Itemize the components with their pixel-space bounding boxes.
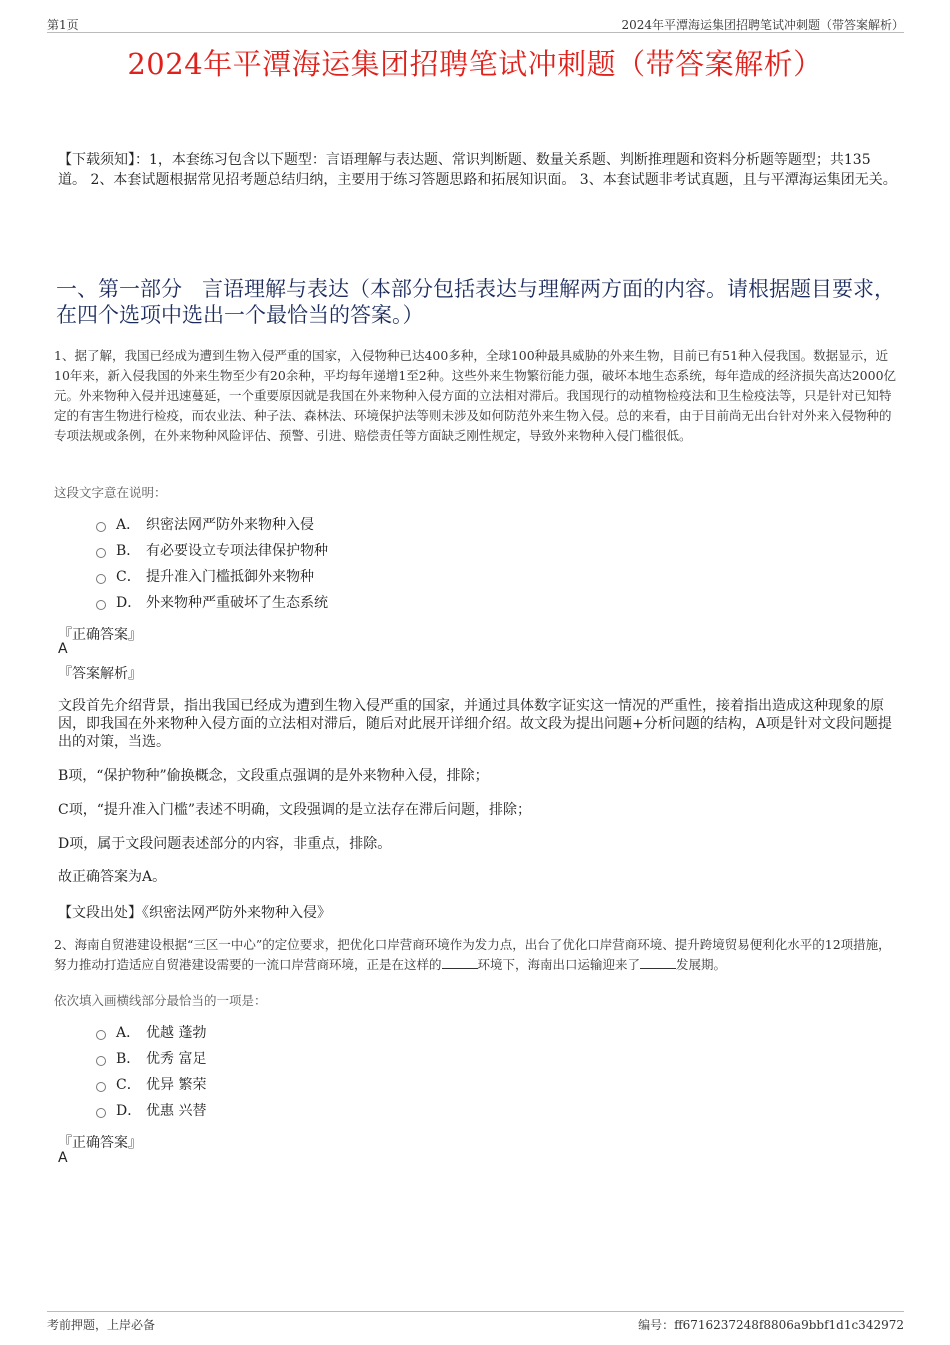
radio-icon[interactable] xyxy=(96,1030,106,1040)
option-a[interactable]: A． 织密法网严防外来物种入侵 xyxy=(96,512,328,538)
option-b[interactable]: B． 优秀 富足 xyxy=(96,1046,206,1072)
download-notice: 【下载须知】：1，本套练习包含以下题型：言语理解与表达题、常识判断题、数量关系题、判断推理题和资料分析题等题型；共135道。 2、本套试题根据常见招考题总结归纳，主要用于练习答题思路和拓展知识面。 3、本套试题非考试真题，且与平潭海运集团无关。 xyxy=(58,152,897,188)
footer-slogan: 考前押题，上岸必备 xyxy=(47,1318,156,1332)
answer-value: A xyxy=(58,641,68,657)
question-2-prompt: 依次填入画横线部分最恰当的一项是： xyxy=(54,993,267,1008)
document-title: 2024年平潭海运集团招聘笔试冲刺题（带答案解析） xyxy=(127,47,823,81)
section-title: 言语理解与表达（本部分包括表达与理解两方面的内容。请根据题目要求，在四个选项中选出一个最恰当的答案。） xyxy=(56,277,895,327)
question-1-text: 1、据了解，我国已经成为遭到生物入侵严重的国家，入侵物种已达400多种，全球100种最具威胁的外来生物，目前已有51种入侵我国。数据显示，近10年来，新入侵我国的外来生物至少有20余种，平均每年递增1至2种。这些外来生物繁衍能力强，破坏本地生态系统，每年造成的经济损失高达2000亿元。外来物种入侵并迅速蔓延，一个重要原因就是我国在外来物种入侵方面的立法相对滞后。我国现行的动植物检疫法和卫生检疫法等，只是针对已知特定的有害生物进行检疫，而农业法、种子法、森林法、环境保护法等则未涉及如何防范外来生物入侵。总的来看，由于目前尚无出台针对外来入侵物种的专项法规或条例，在外来物种风险评估、预警、引进、赔偿责任等方面缺乏刚性规定，导致外来物种入侵门槛很低。 xyxy=(54,348,897,443)
radio-icon[interactable] xyxy=(96,600,106,610)
fill-blank xyxy=(640,956,676,969)
page-footer xyxy=(47,1311,904,1334)
source-citation: 【文段出处】《织密法网严防外来物种入侵》 xyxy=(58,905,331,921)
option-c[interactable]: C． 提升准入门槛抵御外来物种 xyxy=(96,564,328,590)
radio-icon[interactable] xyxy=(96,1082,106,1092)
fill-blank xyxy=(442,956,478,969)
analysis-paragraph: 故正确答案为A。 xyxy=(58,869,167,885)
analysis-paragraph: 文段首先介绍背景，指出我国已经成为遭到生物入侵严重的国家，并通过具体数字证实这一情况的严重性，接着指出造成这种现象的原因，即我国在外来物种入侵方面的立法相对滞后，随后对此展开详细介绍。故文段为提出问题+分析问题的结构，A项是针对文段问题提出的对策，当选。 xyxy=(58,698,892,750)
option-d[interactable]: D． 外来物种严重破坏了生态系统 xyxy=(96,590,328,616)
header-doc-title: 2024年平潭海运集团招聘笔试冲刺题（带答案解析） xyxy=(621,18,904,32)
section-label: 一、第一部分 xyxy=(56,277,182,301)
option-d[interactable]: D． 优惠 兴替 xyxy=(96,1098,206,1124)
analysis-label: 『答案解析』 xyxy=(58,666,142,682)
radio-icon[interactable] xyxy=(96,522,106,532)
answer-value: A xyxy=(58,1150,68,1166)
page-header xyxy=(47,12,904,33)
section-heading xyxy=(56,276,896,328)
document-id: 编号：ff6716237248f8806a9bbf1d1c342972 xyxy=(638,1318,904,1332)
radio-icon[interactable] xyxy=(96,1108,106,1118)
analysis-paragraph: D项，属于文段问题表述部分的内容，非重点，排除。 xyxy=(58,836,392,852)
analysis-paragraph: C项，“提升准入门槛”表述不明确，文段强调的是立法存在滞后问题，排除； xyxy=(58,802,532,818)
question-1-options xyxy=(96,512,328,616)
analysis-paragraph: B项，“保护物种”偷换概念，文段重点强调的是外来物种入侵，排除； xyxy=(58,768,489,784)
question-2-options xyxy=(96,1020,206,1124)
answer-label: 『正确答案』 xyxy=(58,1135,142,1151)
question-2-text: 2、海南自贸港建设根据“三区一中心”的定位要求，把优化口岸营商环境作为发力点，出台了优化口岸营商环境、提升跨境贸易便利化水平的12项措施，努力推动打造适应自贸港建设需要的一流口岸营商环境，正是在这样的 环境下，海南出口运输迎来了 发展期。 xyxy=(54,937,891,972)
option-a[interactable]: A． 优越 蓬勃 xyxy=(96,1020,206,1046)
option-c[interactable]: C． 优异 繁荣 xyxy=(96,1072,206,1098)
radio-icon[interactable] xyxy=(96,548,106,558)
page-number: 第1页 xyxy=(47,18,79,32)
question-1-prompt: 这段文字意在说明： xyxy=(54,485,167,500)
radio-icon[interactable] xyxy=(96,1056,106,1066)
radio-icon[interactable] xyxy=(96,574,106,584)
answer-label: 『正确答案』 xyxy=(58,627,142,643)
option-b[interactable]: B． 有必要设立专项法律保护物种 xyxy=(96,538,328,564)
